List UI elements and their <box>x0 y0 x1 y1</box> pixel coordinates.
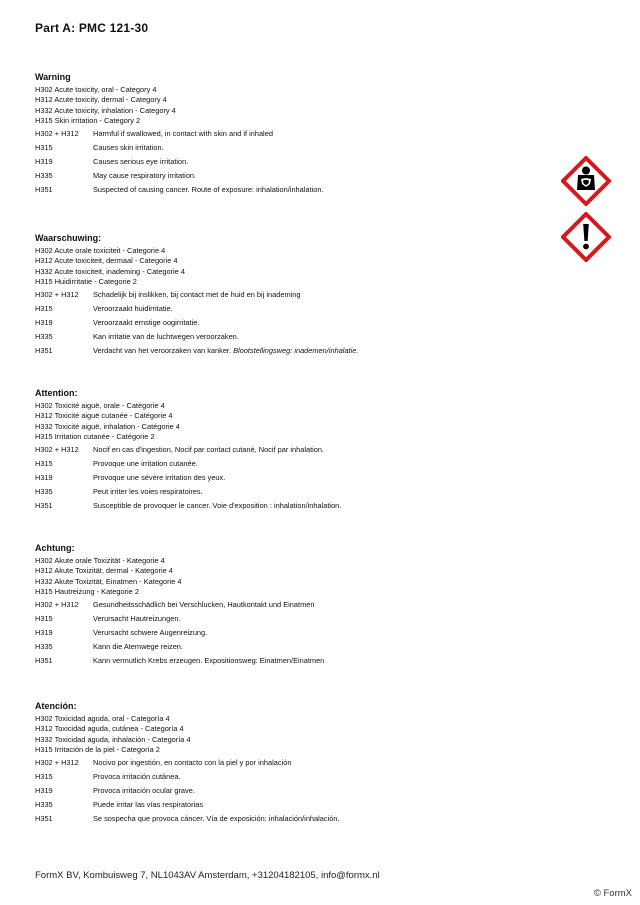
hazard-statement <box>35 800 555 814</box>
hazard-category: H332 Acute toxicity, inhalation - Category 4 <box>35 105 176 115</box>
hazard-statement <box>35 600 555 614</box>
hazard-statement <box>35 129 555 143</box>
statement-text: Gesundheitsschädlich bei Verschlucken, Hautkontakt und Einatmen <box>93 599 315 609</box>
statement-code: H319 <box>35 156 53 166</box>
health-hazard-icon <box>561 156 611 206</box>
hazard-statement <box>35 332 555 346</box>
hazard-statement <box>35 772 555 786</box>
statement-code: H335 <box>35 799 53 809</box>
statement-code: H315 <box>35 303 53 313</box>
statement-text-italic: Blootstellingsweg: inademen/inhalatie. <box>233 345 359 355</box>
statement-text: Provoque une sévère irritation des yeux. <box>93 472 226 482</box>
section-heading: Waarschuwing: <box>35 233 102 243</box>
footer-contact: FormX BV, Kombuisweg 7, NL1043AV Amsterdam, +31204182105, info@formx.nl <box>35 870 380 881</box>
document-title: Part A: PMC 121-30 <box>35 21 149 35</box>
statement-code: H302 + H312 <box>35 599 79 609</box>
hazard-statement <box>35 346 555 360</box>
statement-code: H335 <box>35 170 53 180</box>
statement-text: Verursacht Hautreizungen. <box>93 613 181 623</box>
statement-code: H315 <box>35 142 53 152</box>
hazard-statement <box>35 290 555 304</box>
section-heading: Attention: <box>35 388 78 398</box>
hazard-statement <box>35 445 555 459</box>
hazard-statement <box>35 157 555 171</box>
hazard-statement <box>35 318 555 332</box>
section-spanish <box>35 701 555 828</box>
statement-text: Veroorzaakt ernstige oogirritatie. <box>93 317 200 327</box>
hazard-statement <box>35 487 555 501</box>
exclamation-mark-icon <box>561 212 611 262</box>
hazard-statement <box>35 304 555 318</box>
section-german <box>35 543 555 670</box>
statement-code: H319 <box>35 317 53 327</box>
hazard-category: H302 Acute toxicity, oral - Category 4 <box>35 85 157 94</box>
hazard-category: H315 Irritation cutanée - Catégorie 2 <box>35 432 155 442</box>
statement-text: Se sospecha que provoca cáncer. Vía de exposición: inhalación/inhalación. <box>93 813 340 823</box>
hazard-statement <box>35 143 555 157</box>
statement-text <box>93 346 358 360</box>
statement-code: H315 <box>35 458 53 468</box>
hazard-category: H302 Acute orale toxiciteit - Categorie 4 <box>35 246 166 255</box>
hazard-category: H312 Acute toxicity, dermal - Category 4 <box>35 95 167 105</box>
hazard-category: H302 Akute orale Toxizität - Kategorie 4 <box>35 556 165 565</box>
statement-text: Harmful if swallowed, in contact with skin and if inhaled <box>93 128 273 138</box>
statement-code: H351 <box>35 345 53 355</box>
hazard-category: H315 Huidirritatie - Categorie 2 <box>35 277 137 287</box>
statement-code: H302 + H312 <box>35 289 79 299</box>
hazard-statement <box>35 642 555 656</box>
hazard-category: H332 Acute toxiciteit, inademing - Categorie 4 <box>35 266 185 276</box>
hazard-statement <box>35 628 555 642</box>
section-dutch <box>35 233 555 360</box>
hazard-statement <box>35 656 555 670</box>
statement-code: H319 <box>35 785 53 795</box>
hazard-category: H315 Skin irritation - Category 2 <box>35 116 141 126</box>
statement-text: Provoque une irritation cutanée. <box>93 458 198 468</box>
hazard-category: H332 Toxicidad aguda, inhalación - Categoría 4 <box>35 734 191 744</box>
hazard-category: H315 Irritación de la piel - Categoría 2 <box>35 745 160 755</box>
hazard-category: H312 Acute toxiciteit, dermaal - Categorie 4 <box>35 256 178 266</box>
statement-text: Suspected of causing cancer. Route of exposure: inhalation/inhalation. <box>93 184 324 194</box>
statement-text: Kann die Atemwege reizen. <box>93 641 183 651</box>
statement-text-main: Verdacht van het veroorzaken van kanker. <box>93 345 232 355</box>
hazard-category: H312 Akute Toxizität, dermal - Kategorie 4 <box>35 566 173 576</box>
statement-text: Veroorzaakt huidirritatie. <box>93 303 173 313</box>
statement-text: Susceptible de provoquer le cancer. Voie d'exposition : inhalation/inhalation. <box>93 500 342 510</box>
section-heading: Atención: <box>35 701 77 711</box>
statement-code: H302 + H312 <box>35 444 79 454</box>
hazard-statement <box>35 814 555 828</box>
statement-code: H302 + H312 <box>35 128 79 138</box>
section-french <box>35 388 555 515</box>
hazard-category: H302 Toxicité aiguë, orale - Catégorie 4 <box>35 401 165 410</box>
hazard-statement <box>35 501 555 515</box>
hazard-category: H302 Toxicidad aguda, oral - Categoría 4 <box>35 714 170 723</box>
statement-text: Puede irritar las vías respiratorias <box>93 799 204 809</box>
section-heading: Warning <box>35 72 71 82</box>
statement-code: H319 <box>35 472 53 482</box>
statement-text: Kann vermutlich Krebs erzeugen. Expositionsweg: Einatmen/Einatmen <box>93 655 325 665</box>
hazard-statement <box>35 786 555 800</box>
statement-code: H335 <box>35 641 53 651</box>
hazard-category: H315 Hautreizung - Kategorie 2 <box>35 587 139 597</box>
statement-text: Causes skin irritation. <box>93 142 164 152</box>
statement-text: May cause respiratory irritation. <box>93 170 197 180</box>
hazard-statement <box>35 171 555 185</box>
exclamation-dot <box>583 244 589 250</box>
hazard-category: H312 Toxicidad aguda, cutánea - Categoría 4 <box>35 724 184 734</box>
statement-code: H351 <box>35 184 53 194</box>
statement-text: Verursacht schwere Augenreizung. <box>93 627 208 637</box>
statement-text: Peut irriter les voies respiratoires. <box>93 486 203 496</box>
hazard-statement <box>35 459 555 473</box>
statement-code: H315 <box>35 771 53 781</box>
hazard-category: H312 Toxicité aiguë cutanée - Catégorie 4 <box>35 411 173 421</box>
statement-code: H351 <box>35 813 53 823</box>
section-heading: Achtung: <box>35 543 75 553</box>
statement-text: Provoca irritación ocular grave. <box>93 785 195 795</box>
hazard-statement <box>35 614 555 628</box>
hazard-category: H332 Toxicité aiguë, inhalation - Catégorie 4 <box>35 421 180 431</box>
statement-code: H335 <box>35 331 53 341</box>
statement-code: H335 <box>35 486 53 496</box>
statement-text: Nocivo por ingestión, en contacto con la piel y por inhalación <box>93 757 292 767</box>
statement-code: H351 <box>35 655 53 665</box>
statement-text: Provoca irritación cutánea. <box>93 771 181 781</box>
statement-text: Nocif en cas d'ingestion, Nocif par contact cutané, Nocif par inhalation. <box>93 444 325 454</box>
statement-text: Schadelijk bij inslikken, bij contact met de huid en bij inademing <box>93 289 301 299</box>
statement-code: H315 <box>35 613 53 623</box>
statement-code: H319 <box>35 627 53 637</box>
statement-text: Kan irritatie van de luchtwegen veroorzaken. <box>93 331 239 341</box>
hazard-category: H332 Akute Toxizität, Einatmen - Kategorie 4 <box>35 576 182 586</box>
hazard-statement <box>35 758 555 772</box>
section-english <box>35 72 555 199</box>
statement-text: Causes serious eye irritation. <box>93 156 189 166</box>
hazard-statement <box>35 473 555 487</box>
hazard-statement <box>35 185 555 199</box>
copyright: © FormX <box>593 888 632 899</box>
statement-code: H302 + H312 <box>35 757 79 767</box>
statement-code: H351 <box>35 500 53 510</box>
pictogram-head <box>582 167 590 175</box>
